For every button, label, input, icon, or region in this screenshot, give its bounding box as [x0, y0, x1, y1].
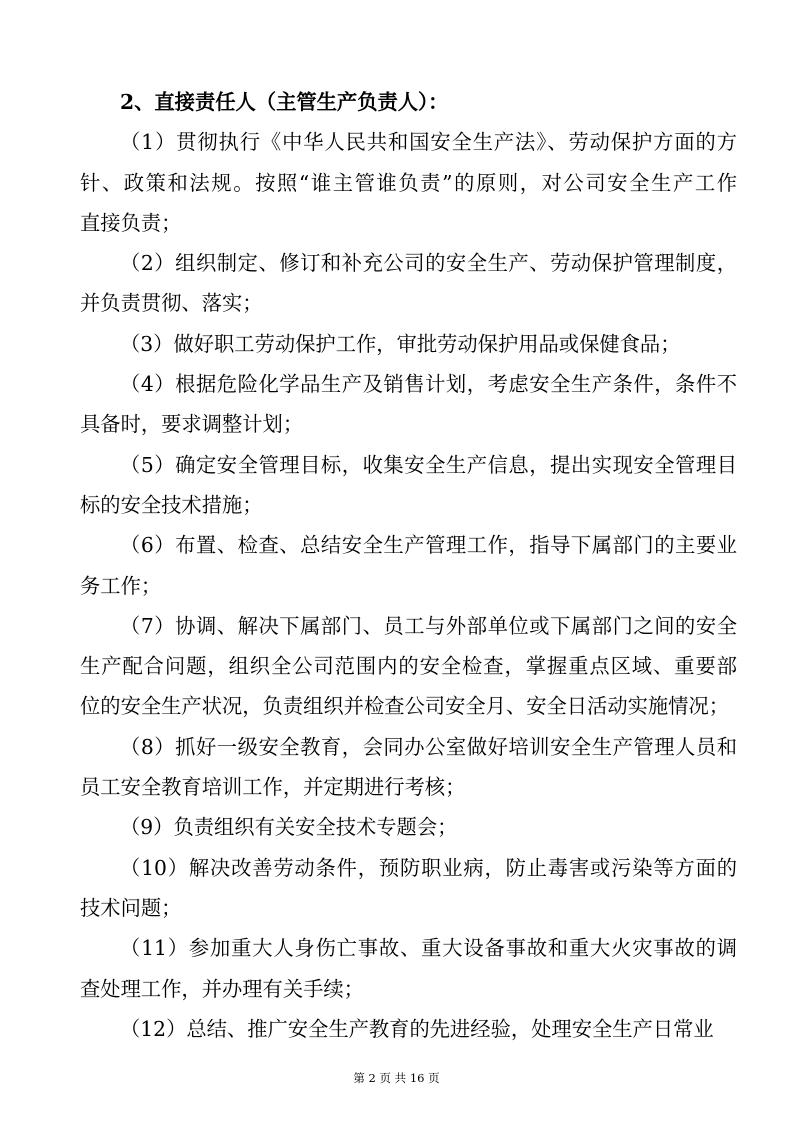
- paragraph-item-6: [80, 525, 737, 606]
- page-footer: 第 2 页 共 16 页: [353, 1071, 440, 1085]
- section-heading: 2、直接责任人（主管生产负责人）：: [120, 90, 449, 114]
- paragraph-line: 查处理工作，并办理有关手续；: [80, 976, 364, 1001]
- paragraph-line: （1）贯彻执行《中华人民共和国安全生产法》、劳动保护方面的方: [120, 130, 737, 155]
- paragraph-line: 直接负责；: [80, 210, 182, 235]
- paragraph-item-3: [80, 324, 737, 364]
- paragraph-line: 务工作；: [80, 573, 162, 598]
- paragraph-line: 针、政策和法规。按照“谁主管谁负责”的原则，对公司安全生产工作: [80, 170, 737, 195]
- paragraph-line: （2）组织制定、修订和补充公司的安全生产、劳动保护管理制度，: [120, 251, 737, 276]
- paragraph-line: （4）根据危险化学品生产及销售计划，考虑安全生产条件，条件不: [120, 372, 737, 397]
- paragraph-line: （6）布置、检查、总结安全生产管理工作，指导下属部门的主要业: [120, 533, 737, 558]
- paragraph-item-1: [80, 122, 737, 243]
- paragraph-line: （11）参加重大人身伤亡事故、重大设备事故和重大火灾事故的调: [120, 936, 737, 961]
- paragraph-line: （7）协调、解决下属部门、员工与外部单位或下属部门之间的安全: [120, 613, 737, 638]
- paragraph-line: 生产配合问题，组织全公司范围内的安全检查，掌握重点区域、重要部: [80, 654, 737, 679]
- paragraph-line: 员工安全教育培训工作，并定期进行考核；: [80, 775, 466, 800]
- paragraph-item-7: [80, 606, 737, 727]
- paragraph-item-4: [80, 364, 737, 445]
- paragraph-item-9: [80, 807, 737, 847]
- document-body: [80, 82, 737, 1049]
- paragraph-item-10: [80, 848, 737, 929]
- paragraph-line: （5）确定安全管理目标，收集安全生产信息，提出实现安全管理目: [120, 452, 737, 477]
- paragraph-item-11: [80, 928, 737, 1009]
- paragraph-line: 标的安全技术措施；: [80, 492, 263, 517]
- paragraph-item-12: [80, 1009, 737, 1049]
- paragraph-line: 技术问题；: [80, 895, 182, 920]
- paragraph-item-5: [80, 445, 737, 526]
- paragraph-line: （9）负责组织有关安全技术专题会；: [120, 815, 458, 840]
- paragraph-line: （10）解决改善劳动条件，预防职业病，防止毒害或污染等方面的: [120, 855, 737, 880]
- paragraph-line: （3）做好职工劳动保护工作，审批劳动保护用品或保健食品；: [120, 331, 681, 356]
- paragraph-item-2: [80, 243, 737, 324]
- paragraph-line: 位的安全生产状况，负责组织并检查公司安全月、安全日活动实施情况；: [80, 694, 730, 719]
- paragraph-item-8: [80, 727, 737, 808]
- paragraph-line: 具备时，要求调整计划；: [80, 412, 304, 437]
- paragraph-line: （8）抓好一级安全教育，会同办公室做好培训安全生产管理人员和: [120, 734, 737, 759]
- paragraph-line: （12）总结、推广安全生产教育的先进经验，处理安全生产日常业: [120, 1016, 714, 1041]
- paragraph-line: 并负责贯彻、落实；: [80, 291, 263, 316]
